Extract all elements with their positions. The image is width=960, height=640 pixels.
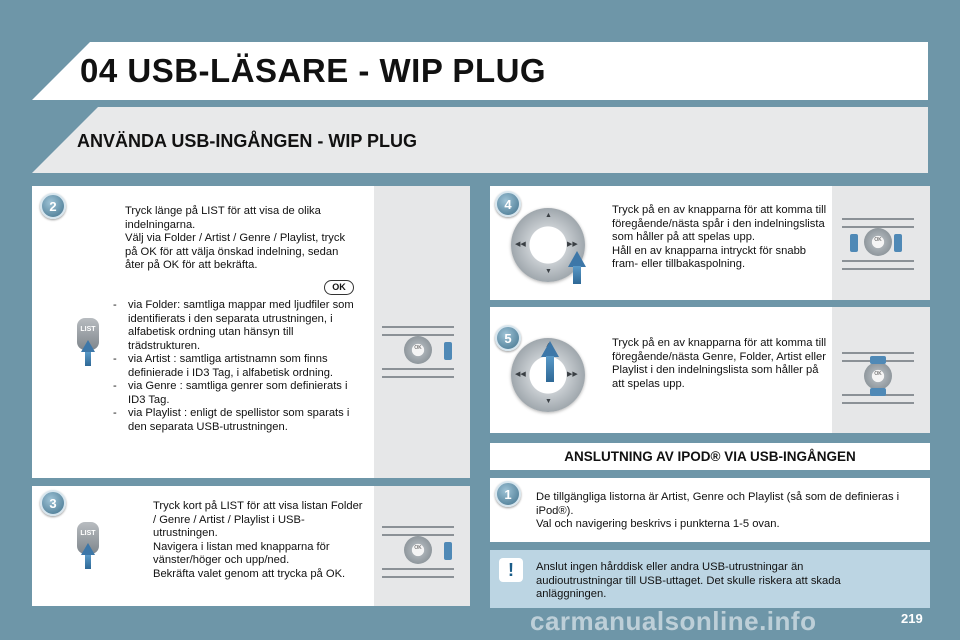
page-title: 04 USB-LÄSARE - WIP PLUG <box>80 52 547 89</box>
direction-pad-icon: ▲ ▼ ◀◀ ▶▶ <box>511 208 585 282</box>
step2-badge: 2 <box>40 193 66 219</box>
radio-panel-icon: OK <box>838 212 918 274</box>
list-item-genre: - via Genre : samtliga genrer som definierats i ID3 Tag. <box>112 380 362 407</box>
step2-classification-list <box>112 299 362 434</box>
step4-text: Tryck på en av knapparna för att komma till föregående/nästa spår i den indelningslista som håller på att spelas upp. Håll en av knapparna intryckt för snabb fram- eller tillbakaspolning. <box>612 204 827 270</box>
step3-text: Tryck kort på LIST för att visa listan Folder / Genre / Artist / Playlist i USB-utrustningen. Navigera i listan med knapparna för vänster/höger och upp/ned. Bekräfta valet genom att trycka på OK. <box>153 500 363 580</box>
ipod-section-title: ANSLUTNING AV IPOD® VIA USB-INGÅNGEN <box>490 443 930 470</box>
warning-text: Anslut ingen hårddisk eller andra USB-utrustningar än audioutrustningar till USB-uttaget. Det skulle riskera att skada anläggningen. <box>536 561 841 600</box>
ok-button-icon: OK <box>324 280 354 295</box>
page-number: 219 <box>901 611 923 626</box>
radio-panel-icon: OK <box>378 520 458 582</box>
list-button-icon: LIST <box>77 318 99 350</box>
radio-panel-icon: OK <box>838 346 918 408</box>
list-item-artist: - via Artist : samtliga artistnamn som finns definierade i ID3 Tag, i alfabetisk ordning. <box>112 353 362 380</box>
step5-badge: 5 <box>495 325 521 351</box>
press-arrow-icon <box>81 340 95 352</box>
press-arrow-stem <box>85 555 91 569</box>
step4-badge: 4 <box>495 191 521 217</box>
direction-pad-icon: ▲ ▼ ◀◀ ▶▶ <box>511 338 585 412</box>
step5-text: Tryck på en av knapparna för att komma till föregående/nästa Genre, Folder, Artist eller Playlist i den indelningslista som håller på att spelas upp. <box>612 337 827 390</box>
ipod-badge: 1 <box>495 481 521 507</box>
section-title: ANVÄNDA USB-INGÅNGEN - WIP PLUG <box>77 131 418 151</box>
press-arrow-stem <box>85 352 91 366</box>
press-arrow-stem <box>546 356 554 382</box>
step3-badge: 3 <box>40 490 66 516</box>
warning-icon: ! <box>499 558 523 582</box>
list-button-icon: LIST <box>77 522 99 554</box>
step2-intro-text: Tryck länge på LIST för att visa de olika indelningarna. Välj via Folder / Artist / Genre / Playlist, tryck på OK för att välja önskad indelning, sedan åter på OK för att bekräfta. <box>125 205 346 271</box>
press-arrow-stem <box>573 266 581 284</box>
press-arrow-icon <box>81 543 95 555</box>
radio-panel-icon: OK <box>378 320 458 382</box>
list-item-folder: - via Folder: samtliga mappar med ljudfiler som identifierats i den separata utrustningen, i alfabetisk ordning utan hänsyn till trädstrukturen. <box>112 299 362 353</box>
list-item-playlist: - via Playlist : enligt de spellistor som sparats i den separata USB-utrustningen. <box>112 407 362 434</box>
ipod-text: De tillgängliga listorna är Artist, Genre och Playlist (så som de definieras i iPod®). Val och navigering beskrivs i punkterna 1-5 ovan. <box>536 491 900 530</box>
watermark: carmanualsonline.info <box>530 606 817 636</box>
press-arrow-icon <box>568 251 586 267</box>
press-arrow-icon <box>541 341 559 357</box>
